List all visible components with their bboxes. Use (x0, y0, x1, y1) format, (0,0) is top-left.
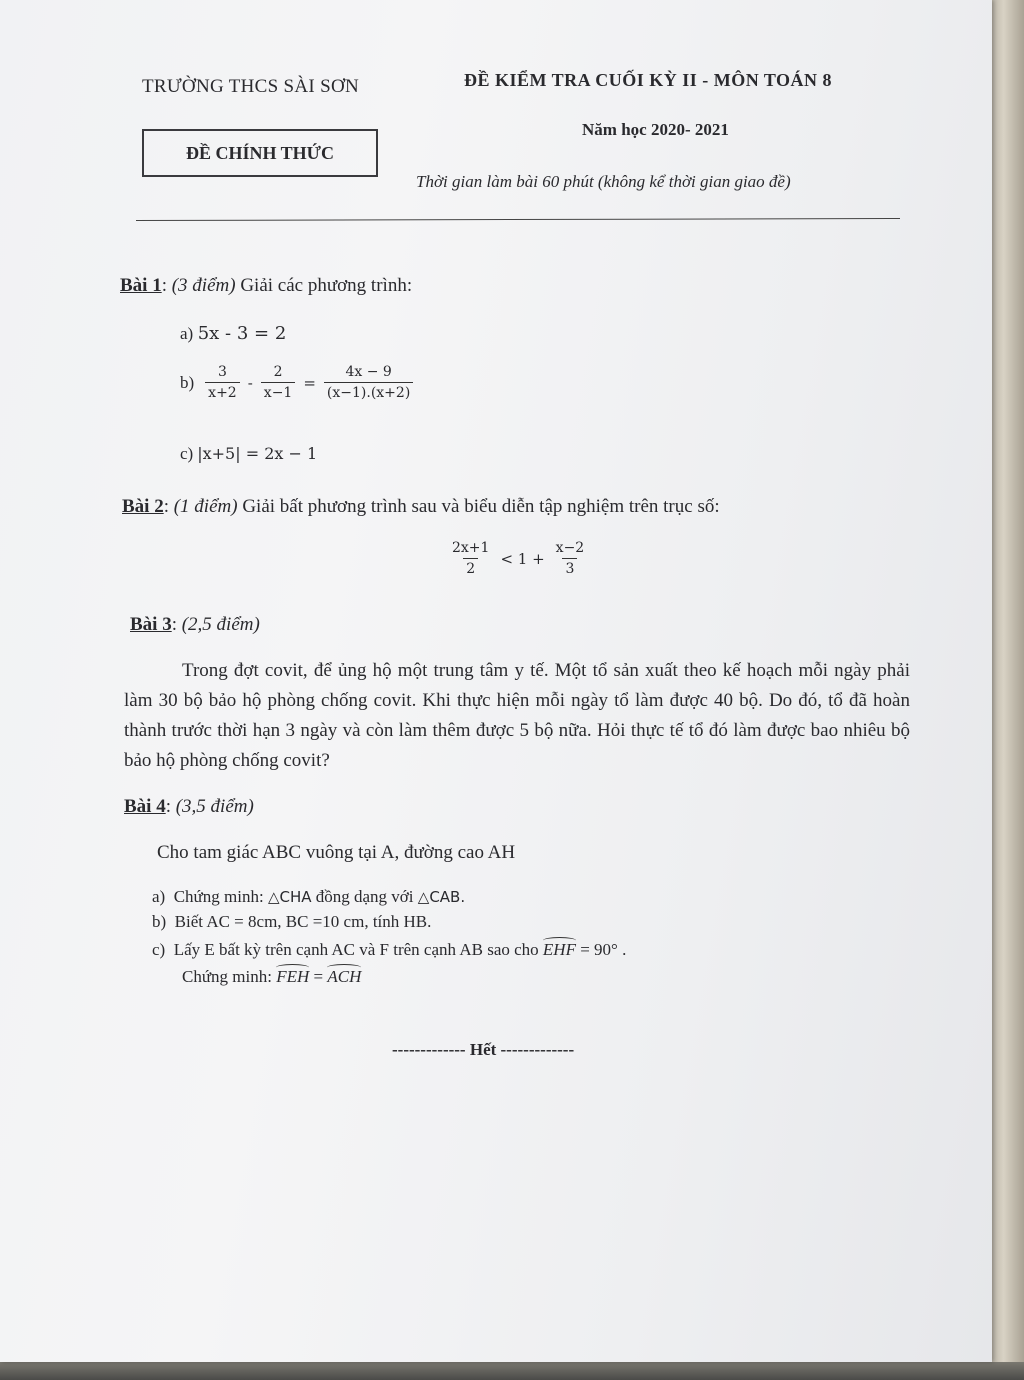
operator: - (247, 373, 253, 392)
question-1-label: Bài 1 (120, 275, 162, 296)
q4-b-text: Biết AC = 8cm, BC =10 cm, tính HB. (174, 912, 432, 931)
triangle-cab: △CAB. (417, 888, 466, 906)
operator: < 1 + (500, 549, 545, 568)
q1-c-equation: |x+5| = 2x − 1 (197, 444, 318, 463)
q2-inequality (446, 540, 590, 577)
end-marker: ------------- Hết ------------- (392, 1040, 575, 1059)
question-3-text: Trong đợt covit, để ủng hộ một trung tâm y tế. Một tổ sản xuất theo kế hoạch mỗi ngày phải làm 30 bộ bảo hộ phòng chống covit. Khi thực hiện mỗi ngày tổ làm được 40 bộ. Do đó, tổ đã hoàn thành trước thời hạn 3 ngày và còn làm thêm được 5 bộ nữa. Hỏi thực tế tổ đó làm được bao nhiêu bộ bảo hộ phòng chống covit? (124, 660, 910, 771)
q1-c-label: c) (180, 444, 194, 463)
q4-part-c-proof (182, 967, 361, 987)
question-2-points: (1 điểm) (173, 496, 238, 517)
question-2-prompt: Giải bất phương trình sau và biểu diễn tập nghiệm trên trục số: (242, 496, 720, 517)
q4-c-text: Lấy E bất kỳ trên cạnh AC và F trên cạnh AB sao cho (173, 940, 539, 959)
q4-c-label: c) (152, 940, 166, 959)
fraction-denominator: (x−1).(x+2) (324, 382, 413, 401)
official-label-box (142, 129, 378, 177)
question-2-label: Bài 2 (122, 496, 164, 517)
q4-part-a (152, 887, 465, 907)
fraction-denominator: x+2 (205, 382, 240, 401)
question-1-heading: Bài 1: (3 điểm) Giải các phương trình: (120, 275, 413, 296)
fraction-numerator: 3 (217, 364, 227, 380)
time-note: Thời gian làm bài 60 phút (không kể thời gian giao đề) (416, 172, 791, 191)
question-2-heading: Bài 2: (1 điểm) Giải bất phương trình sau và biểu diễn tập nghiệm trên trục số: (122, 496, 720, 517)
question-3-points: (2,5 điểm) (181, 614, 260, 635)
question-4-points: (3,5 điểm) (175, 796, 254, 817)
q1-part-b (180, 364, 416, 401)
q4-c-proof-prefix: Chứng minh: (182, 967, 272, 986)
operator: = (303, 373, 316, 392)
school-name: TRƯỜNG THCS SÀI SƠN (142, 76, 359, 97)
q1-a-label: a) (180, 324, 194, 343)
question-1-prompt: Giải các phương trình: (240, 275, 413, 296)
question-4-label: Bài 4 (124, 796, 166, 817)
triangle-cha: △CHA (267, 888, 312, 906)
q4-part-b (152, 912, 431, 932)
background-surface (990, 0, 1024, 1380)
q1-part-a (180, 323, 286, 344)
fraction-numerator: 2 (273, 364, 283, 380)
q4-c-value: = 90° . (580, 940, 627, 959)
q4-a-middle: đồng dạng với (315, 887, 414, 906)
fraction-denominator: 2 (463, 558, 478, 577)
q1-b-fraction-3 (324, 364, 413, 401)
q4-a-prefix: Chứng minh: (173, 887, 264, 906)
angle-ehf: EHF (542, 940, 576, 959)
q1-b-fraction-1 (205, 364, 240, 401)
angle-ach: ACH (327, 967, 362, 986)
q4-part-c (152, 940, 626, 960)
angle-feh: FEH (276, 967, 310, 986)
fraction-numerator: x−2 (555, 540, 585, 556)
fraction-numerator: 2x+1 (452, 540, 490, 556)
q1-a-equation: 5x - 3 = 2 (197, 323, 287, 344)
fraction-denominator: x−1 (261, 382, 296, 401)
q4-a-label: a) (152, 887, 166, 906)
question-3-label: Bài 3 (130, 614, 172, 635)
background-edge (0, 1362, 1024, 1380)
header-divider (136, 218, 900, 221)
fraction-denominator: 3 (562, 558, 577, 577)
operator: = (313, 967, 324, 986)
q1-b-fraction-2 (261, 364, 296, 401)
q4-b-label: b) (152, 912, 167, 931)
exam-title: ĐỀ KIỂM TRA CUỐI KỲ II - MÔN TOÁN 8 (464, 70, 833, 90)
q2-fraction-2 (553, 540, 588, 577)
fraction-numerator: 4x − 9 (345, 364, 392, 380)
official-label: ĐỀ CHÍNH THỨC (185, 142, 335, 163)
q2-fraction-1 (449, 540, 492, 577)
school-year: Năm học 2020- 2021 (582, 120, 729, 139)
q1-b-label: b) (180, 372, 195, 392)
question-3-heading: Bài 3: (2,5 điểm) (130, 614, 260, 635)
question-1-points: (3 điểm) (171, 275, 236, 296)
question-4-heading: Bài 4: (3,5 điểm) (124, 796, 254, 817)
question-4-intro: Cho tam giác ABC vuông tại A, đường cao AH (157, 842, 516, 863)
q1-part-c (180, 444, 317, 464)
